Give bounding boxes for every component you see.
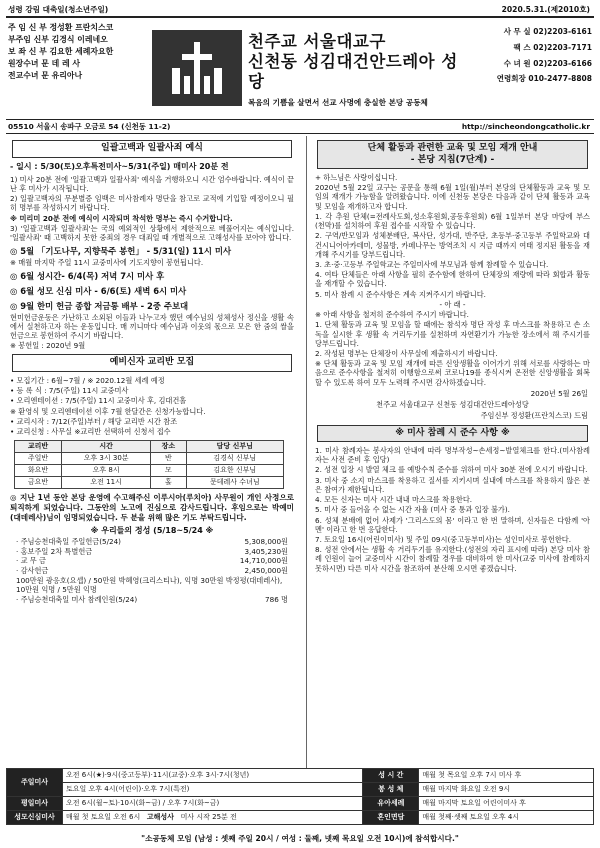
table-header: 담당 신부님 [186, 441, 283, 453]
notice-prayer-tree: ◎ 5월 「기도나무, 지향묵주 봉헌」 - 5/31(일) 11시 미사 [10, 246, 232, 257]
below-item: 1. 단체 활동과 교육 및 모임을 할 때에는 참석자 명단 작성 후 마스크를 착용하고 손 소독을 실시한 후 생활 속 거리두기를 실천하며 자연환기가 가능한 장소에서 해 주시기를 당부드립니다. [315, 320, 590, 348]
schedule-head: 주일미사 [7, 769, 63, 797]
table-row [15, 477, 284, 489]
confession-para: ※ 미리미 20분 전에 예식이 시작되며 착석한 명부는 즉시 수거합니다. [10, 213, 233, 223]
table-cell: 주일반 [15, 453, 62, 465]
offering-label: · 감사헌금 [16, 566, 49, 575]
issue-strip [6, 4, 594, 16]
staff-change-notice: ◎ 지난 1년 동안 본당 운영에 수고해주신 이루시아(루치아) 사무원이 개인 사정으로 퇴직하게 되었습니다. 그동안의 노고에 진심으로 감사드립니다. 후임으로는 박예미(대데레사)님이 임명되었습니다. 두 분을 위해 많은 기도 부탁드립니다. [10, 493, 294, 522]
contact-office: 사 무 실 02)2203-6161 [503, 27, 592, 36]
mass-rule: 4. 모든 신자는 미사 시간 내내 마스크를 착용한다. [315, 495, 473, 505]
group-activity-title-line: 단체 활동과 관련한 교육 및 모임 재개 안내 [367, 143, 538, 153]
offering-label: · 교 무 금 [16, 556, 46, 566]
table-row [15, 453, 284, 465]
mass-schedule-table [6, 768, 594, 825]
offering-label: · 주님승천대축일 주일헌금(5/24) [16, 537, 121, 547]
table-header-row [15, 441, 284, 453]
offering-amount: 3,405,230원 [244, 546, 288, 556]
confession-para: 3) '일괄고백과 일괄사죄'는 국의 예외적인 상황에서 제한적으로 베풀어지는 예식입니다. '일괄사죄' 때 고백하지 못한 중죄의 경우 대죄일 때 개별적으로 고해성사를 보아야 합니다. [10, 223, 294, 243]
confession-title: 일괄고백과 일괄사죄 예식 [12, 140, 292, 158]
small-community-note: "소공동체 모임 (남성 : 셋째 주일 20시 / 여성 : 둘째, 넷째 목요일 오전 10시)에 참석합시다." [141, 834, 459, 843]
signature-parish: 천주교 서울대교구 신천동 성김대건안드레아성당 [376, 400, 529, 410]
schedule-text: 매월 첫 토요일 오전 6시 [66, 813, 141, 822]
website-link[interactable]: http://sincheondongcatholic.kr [461, 122, 590, 131]
schedule-row [7, 797, 594, 811]
catechumen-line: • 모집기간 : 6월~7월 / ※ 2020.12월 세례 예정 [10, 375, 165, 385]
parish-motto: 복음의 기쁨을 살면서 선교 사명에 충실한 본당 공동체 [248, 98, 428, 107]
group-activity-subtitle: - 본당 지침(7단계) - [410, 154, 495, 165]
mass-rule: 5. 미사 중 들어올 수 없는 시간 자율 (미사 중 통과 입장 불가). [315, 505, 510, 515]
schedule-head: 유아세례 [363, 797, 419, 811]
mass-rule: 1. 미사 참례자는 봉사자의 안내에 따라 명부작성~손세정~발열체크를 한다.(미사참례자는 사전 준비 후 입당) [315, 446, 590, 465]
notice-note: ※ 매월 마지막 주일 11시 교중미사에 기도지향이 봉헌됩니다. [10, 258, 204, 268]
table-cell: 반 [151, 453, 186, 465]
parish-title [248, 32, 468, 91]
catechumen-line: • 등 록 식 : 7/5(주일) 11시 교중미사 [10, 386, 129, 396]
group-activity-title [317, 140, 588, 169]
below-intro: ※ 아래 사항을 철저히 준수하여 주시기 바랍니다. [315, 310, 469, 320]
table-cell: 화요반 [15, 465, 62, 477]
catechumen-line: • 오리엔테이션 : 7/5(주일) 11시 교중미사 후, 김대건홀 [10, 396, 187, 406]
catechumen-title: 예비신자 교리반 모집 [12, 354, 292, 372]
contact-funeral: 연령회장 010-2477-8808 [496, 74, 592, 84]
catechumen-line: • 교리시작 : 7/12(주일)부터 / 해당 교리반 시간 참조 [10, 416, 178, 426]
schedule-row [7, 811, 594, 825]
offering-amount: 14,710,000원 [239, 556, 288, 566]
catechumen-line: ※ 환영식 및 오리엔테이션 이후 7월 한달간은 신청가능합니다. [10, 406, 206, 416]
contact-convent: 수 녀 원 02)2203-6166 [503, 58, 592, 68]
clergy-line: 전교수녀 문 유리아나 [8, 71, 83, 81]
table-row [15, 465, 284, 477]
table-cell: 오전 11시 [61, 477, 150, 489]
left-column [6, 136, 298, 848]
table-cell: 김경식 신부님 [186, 453, 283, 465]
confession-schedule: - 일시 : 5/30(토)오후특전미사~5/31(주일) 매미사 20분 전 [10, 161, 229, 171]
offering-box [16, 526, 288, 604]
offering-label: · 홍보주일 2차 특별헌금 [16, 546, 93, 556]
step-item: 5. 미사 참례 시 준수사항은 계속 지켜주시기 바랍니다. [315, 289, 486, 299]
contact-list [458, 24, 592, 87]
contact-fax: 팩 스 02)2203-7171 [513, 42, 592, 52]
schedule-cell: 오전 6시(월~토)·10시(화~금) / 오후 7시(화~금) [63, 797, 363, 811]
schedule-cell [63, 811, 363, 825]
notice-date: 2020년 5월 26일 [530, 388, 588, 398]
liturgical-day: 성령 강림 대축일(청소년주일) [8, 5, 109, 14]
offering-amount: 786 명 [265, 594, 288, 604]
schedule-cell: 매월 마지막 토요일 어린이미사 후 [419, 797, 594, 811]
below-item: 2. 작성된 명부는 단체장이 사무실에 제출하시기 바랍니다. [315, 348, 498, 358]
mass-rule: 3. 미사 중 소지 마스크를 착용하고 질서를 지키시며 실내에 마스크를 착용하지 않은 분은 참여가 제한됩니다. [315, 475, 590, 494]
below-heading: - 아 래 - [439, 299, 466, 309]
schedule-cell: 매월 첫째·셋째 토요일 오후 4시 [419, 811, 594, 825]
schedule-cell: 매월 첫 목요일 오후 7시 미사 후 [419, 769, 594, 783]
offering-row [16, 566, 288, 576]
schedule-head: 혼인면담 [363, 811, 419, 825]
schedule-head: 평일미사 [7, 797, 63, 811]
confession-para: 2) 일괄고백자의 무분별증 임백은 미사참례자 명단을 참고로 교적에 기입할 예정이오니 필히 명부를 작성하시기 바랍니다. [10, 194, 294, 213]
offering-donors: 100만원 광응호(요셉) / 50만원 박혜영(크리스티나), 익명 30만원 박정평(대데레사), 10만원 익명 / 5만원 익명 [16, 575, 283, 595]
confession-para: 1) 미사 20분 전에 '일괄고백과 일괄사죄' 예식을 거행하오니 시간 엄수바랍니다. 예식이 끝난 후 미사가 시작됩니다. [10, 174, 294, 193]
clergy-line: 부주임 신부 김경식 이레네오 [8, 35, 108, 45]
rice-offering-date: ※ 봉헌일 : 2020년 9월 [10, 341, 86, 351]
step-item: 2. 구역/반모임과 성체분배단, 복사단, 성가대, 반주단, 초등부·중고등부 주일학교와 대건시니어아카데미, 성물방, 카페나무는 방역조치 시 지금 때까지 여태 정지된 활동을 재개해 주시기를 당부드립니다. [315, 231, 590, 259]
mass-rule: 2. 성전 입장 시 발열 체크 를 예방수칙 준수를 위하여 미사 30분 전에 오시기 바랍니다. [315, 465, 588, 475]
mass-rule: 7. 토요일 16시(어린이미사) 및 주일 09시(중고등부미사)는 성인미사로 봉헌한다. [315, 534, 571, 544]
title-line-1: 천주교 서울대교구 [248, 32, 386, 51]
table-cell: 금요반 [15, 477, 62, 489]
schedule-head: 성 시 간 [363, 769, 419, 783]
schedule-row [7, 769, 594, 783]
step-item: 4. 여타 단체들은 아래 사항을 필히 준수함에 한하여 단체장의 재량에 따라 회합과 활동을 재개할 수 있습니다. [315, 270, 590, 289]
clergy-list [8, 22, 146, 82]
offering-amount: 5,308,000원 [244, 537, 288, 547]
step-item: 3. 초·중·고등부 주일학교는 주일미사에 부모님과 함께 참례할 수 있습니다. [315, 260, 549, 269]
mass-rule: 6. 성체 분배에 없어 사제가 '그리스도의 몸' 이라고 한 번 말하며, 신자들은 다함께 '아멘' 이라고 한 번 응답한다. [315, 515, 590, 534]
clergy-line: 원장수녀 문 데 레 사 [8, 59, 80, 69]
rice-offering-text: 현미헌금운동은 가난하고 소외된 이들과 나누고자 했던 예수님의 성체성사 정신을 생활 속에서 실천하고자 하는 운동입니다. 매 끼니마다 예수님과 이웃의 몫으로 모은 한 줌의 쌀을 헌금으로 봉헌하여 주시기 바랍니다. [10, 312, 294, 340]
offering-row [16, 556, 288, 566]
signature-pastor: 주임신부 정성환(프란치스코) 드림 [480, 411, 588, 421]
postal-address: 05510 서울시 송파구 오금로 54 (신천동 11-2) [8, 122, 171, 131]
table-cell: 문데레사 수녀님 [186, 477, 283, 489]
table-cell: 오후 3시 30분 [61, 453, 150, 465]
catechism-table [14, 440, 284, 489]
table-header: 교리반 [15, 441, 62, 453]
parish-logo [152, 30, 242, 106]
notice-rice-offering: ◎ 9월 한미 헌금 종합 저금통 배부 - 2중 주보대 [10, 300, 189, 311]
bottom-area [0, 768, 600, 848]
below-item: ※ 단체 활동과 교육 및 모임 재개에 따른 신앙생활을 이어가기 위해 서로를 사랑하는 마음으로 준수사항을 철저히 이행함으로써 코로나19를 종식시켜 온전한 신앙생활을 회복할 수 있도록 하여 모두 노력해 주시면 감사하겠습니다. [315, 359, 590, 387]
schedule-cell: 매월 마지막 화요일 오전 9시 [419, 783, 594, 797]
address-bar [6, 120, 594, 134]
schedule-cell: 오전 6시(★)·9시(중고등부)·11시(교중)·오후 3시·7시(청년) [63, 769, 363, 783]
schedule-cell: 토요일 오후 4시(어린이)·오후 7시(특전) [63, 783, 363, 797]
intro-line: + 하느님은 사랑이십니다. [315, 173, 398, 183]
mass-rule: 8. 성전 안에서는 생활 속 거리두기를 유지한다.(성전의 자리 표시에 따라) 본당 미사 참례 인원이 늘어 교중미사 시간이 참례할 경우를 대비하여 한 미사(교중 미사에 참례하지 못하시면) 다른 미사 시간을 참조하여 분산해 오시면 좋겠습니다. [315, 545, 590, 573]
mass-rules-title: ※ 미사 참례 시 준수 사항 ※ [317, 425, 588, 443]
offering-row [16, 537, 288, 547]
right-column [306, 136, 594, 848]
table-header: 장소 [151, 441, 186, 453]
table-cell: 홀 [151, 477, 186, 489]
offering-label: · 주님승천대축일 미사 참례인원(5/24) [16, 594, 138, 604]
table-cell: 오후 8시 [61, 465, 150, 477]
notice-marian-mass: ◎ 6월 성모 신심 미사 - 6/6(토) 새벽 6시 미사 [10, 286, 187, 296]
catechumen-line: • 교리신청 : 사무실 ※교리반 선택하여 신청서 접수 [10, 426, 171, 436]
schedule-subhead: 고해성사 [146, 813, 174, 822]
church-emblem-icon [166, 38, 228, 98]
step-item: 1. 각 추원 단체(=전례사도회,성소후원회,공동후원회) 6월 1일부터 본당 마당에 부스(천막)를 설치하여 후원 접수를 시작할 수 있습니다. [315, 211, 590, 231]
schedule-head: 봉 성 체 [363, 783, 419, 797]
clergy-line: 보 좌 신 부 김요한 세례자요한 [8, 47, 114, 57]
masthead [6, 16, 594, 120]
offering-title: ※ 우리들의 정성 (5/18~5/24 ※ [90, 526, 214, 536]
issue-number: 2020.5.31.(제2010호) [501, 5, 590, 14]
body-para: 2020년 5월 22일 교구는 공문을 통해 6월 1일(월)부터 본당의 단체활동과 교육 및 모임의 재개가 가능함을 알려왔습니다. 이에 신천동 본당은 다음과 같이 단체 활동과 교육 및 모임을 재개하고자 합니다. [315, 183, 590, 211]
schedule-text: 미사 시작 25분 전 [180, 813, 237, 822]
offering-row [16, 547, 288, 557]
table-cell: 모 [151, 465, 186, 477]
offering-amount: 2,450,000원 [244, 566, 288, 575]
offering-row [16, 595, 288, 605]
table-header: 시간 [61, 441, 150, 453]
notice-holy-hour: ◎ 6월 성시간- 6/4(목) 저녁 7시 미사 후 [10, 271, 165, 282]
schedule-head: 성모신심미사 [7, 811, 63, 825]
title-line-2: 신천동 성김대건안드레아 성당 [248, 51, 458, 91]
schedule-row [7, 783, 594, 797]
table-cell: 김요한 신부님 [186, 465, 283, 477]
clergy-line: 주 임 신 부 정성환 프란치스코 [8, 23, 114, 32]
